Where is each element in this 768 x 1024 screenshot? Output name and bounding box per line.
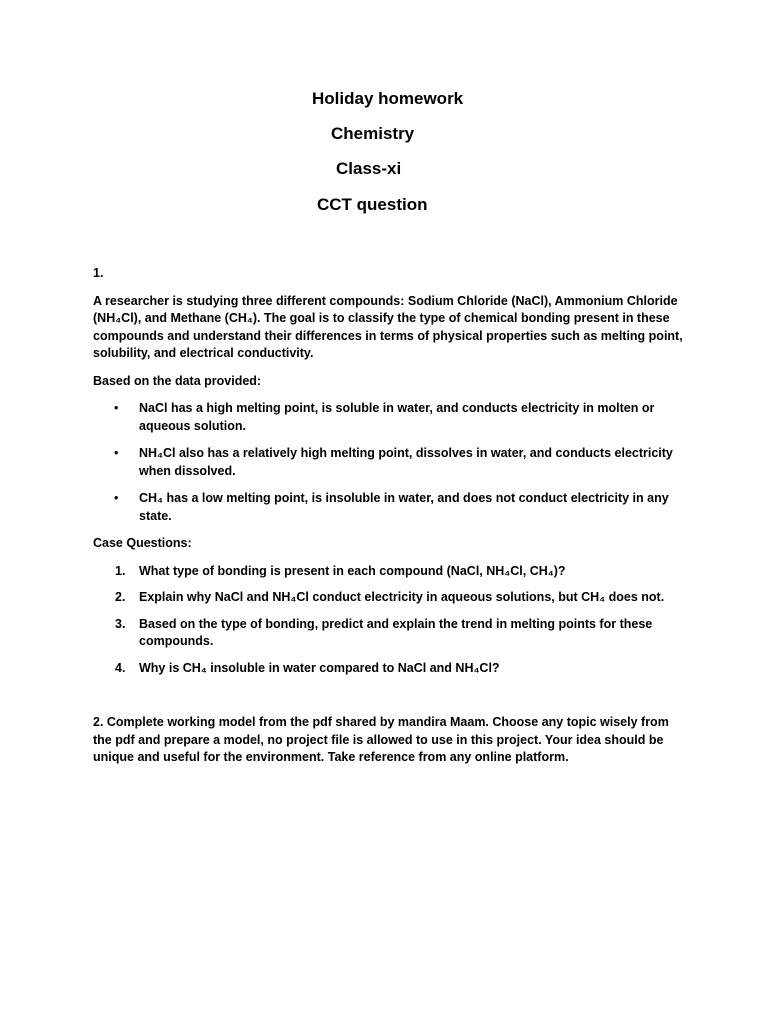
case-question-text: Based on the type of bonding, predict and explain the trend in melting points for these compounds. [139, 616, 653, 648]
case-questions-label: Case Questions: [93, 536, 192, 550]
case-question-number: 4. [115, 660, 126, 675]
case-question-item [93, 563, 683, 581]
title-class: Class-xi [336, 159, 402, 178]
question-1-intro: A researcher is studying three different compounds: Sodium Chloride (NaCl), Ammonium Chloride (NH₄Cl), and Methane (CH₄). The goal is to classify the type of chemical bonding present in these compounds and understand their differences in terms of physical properties such as melting point, solubility, and electrical conductivity. [93, 293, 683, 360]
bullet-item-nh4cl [93, 445, 683, 480]
case-questions-list [93, 563, 683, 678]
case-question-number: 2. [115, 590, 126, 604]
bullet-text: NH₄Cl also has a relatively high melting point, dissolves in water, and conducts electricity when dissolved. [139, 446, 673, 478]
case-question-item [93, 660, 683, 678]
bullet-icon: • [114, 491, 119, 505]
bullet-item-ch4 [93, 490, 683, 525]
property-bullet-list [93, 400, 683, 525]
question-1-section [93, 265, 683, 686]
question-1-number: 1. [93, 266, 104, 280]
case-question-number: 3. [115, 616, 126, 631]
bullet-text: NaCl has a high melting point, is soluble in water, and conducts electricity in molten or aqueous solution. [139, 401, 655, 433]
case-question-number: 1. [115, 563, 126, 578]
case-question-text: Why is CH₄ insoluble in water compared to NaCl and NH₄Cl? [139, 660, 500, 675]
data-provided-label: Based on the data provided: [93, 373, 262, 388]
case-question-item [93, 589, 683, 607]
bullet-text: CH₄ has a low melting point, is insoluble in water, and does not conduct electricity in any state. [139, 491, 669, 523]
bullet-icon: • [114, 401, 119, 415]
bullet-icon: • [114, 446, 119, 460]
case-question-text: Explain why NaCl and NH₄Cl conduct electricity in aqueous solutions, but CH₄ does not. [139, 590, 665, 604]
case-question-text: What type of bonding is present in each compound (NaCl, NH₄Cl, CH₄)? [139, 563, 566, 578]
case-question-item [93, 616, 683, 651]
title-cct-question: CCT question [317, 195, 428, 214]
question-2-text: 2. Complete working model from the pdf shared by mandira Maam. Choose any topic wisely from the pdf and prepare a model, no project file is allowed to use in this project. Your idea should be unique and useful for the environment. Take reference from any online platform. [93, 715, 669, 764]
title-holiday-homework: Holiday homework [312, 89, 464, 108]
bullet-item-nacl [93, 400, 683, 435]
title-subject: Chemistry [331, 124, 415, 143]
